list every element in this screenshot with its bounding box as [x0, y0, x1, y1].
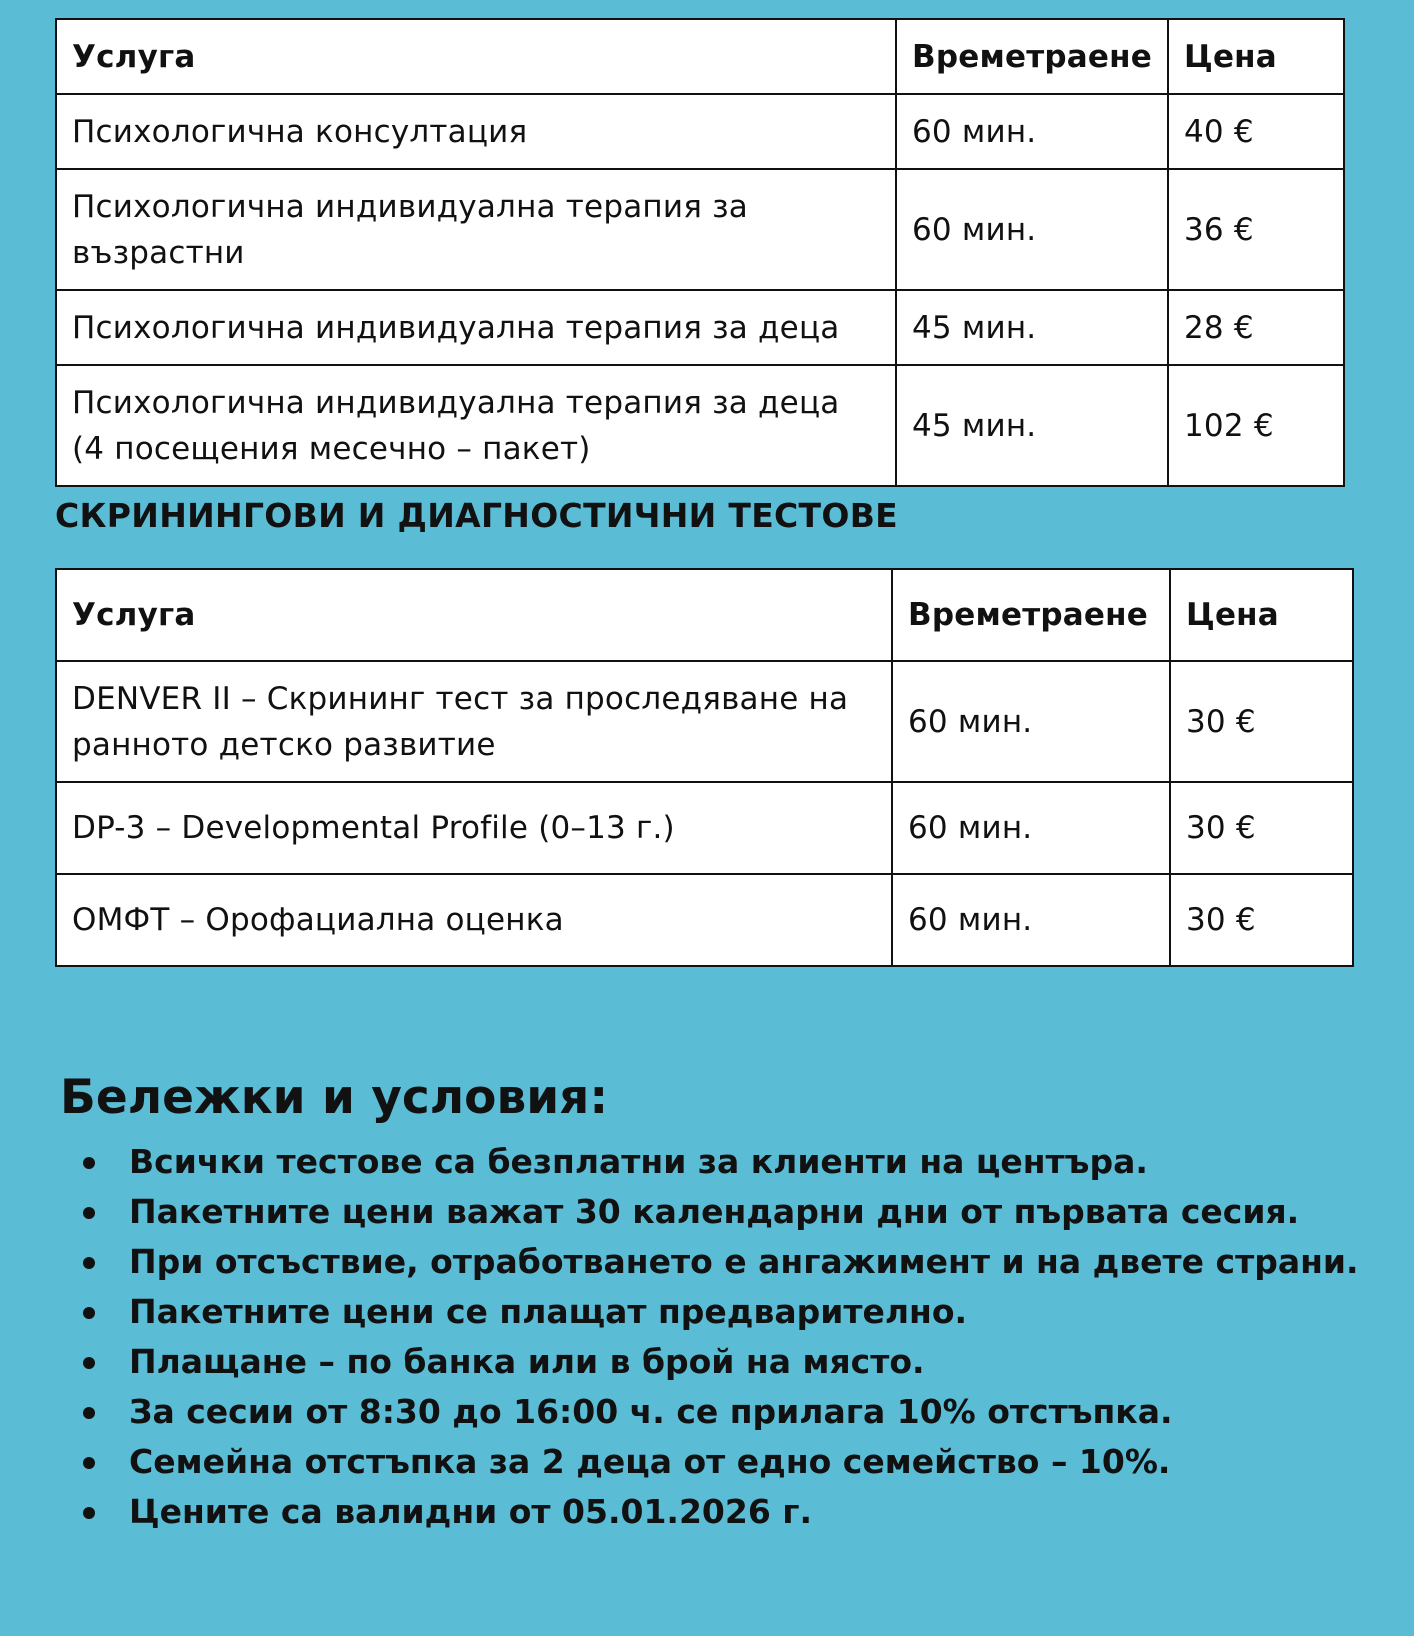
note-text: Пакетните цени се плащат предварително.	[129, 1292, 968, 1331]
price-cell: 30 €	[1170, 661, 1353, 782]
note-text: Пакетните цени важат 30 календарни дни от първата сесия.	[129, 1192, 1300, 1231]
note-text: За сесии от 8:30 до 16:00 ч. се прилага 10% отстъпка.	[129, 1392, 1173, 1431]
bullet-icon	[83, 1257, 95, 1269]
list-item	[60, 1187, 1390, 1237]
tests-price-table	[55, 568, 1354, 967]
table-row	[56, 782, 1353, 874]
bullet-icon	[83, 1457, 95, 1469]
note-text: Всички тестове са безплатни за клиенти на центъра.	[129, 1142, 1148, 1181]
service-cell: Психологична индивидуална терапия за деца (4 посещения месечно – пакет)	[56, 365, 896, 486]
list-item	[60, 1337, 1390, 1387]
service-cell: Психологична индивидуална терапия за възрастни	[56, 169, 896, 290]
service-cell: ОМФТ – Орофациална оценка	[56, 874, 892, 966]
table-header-row	[56, 19, 1344, 94]
bullet-icon	[83, 1307, 95, 1319]
bullet-icon	[83, 1407, 95, 1419]
list-item	[60, 1237, 1390, 1287]
tests-section-heading: СКРИНИНГОВИ И ДИАГНОСТИЧНИ ТЕСТОВЕ	[55, 496, 899, 535]
service-cell: Психологична индивидуална терапия за деца	[56, 290, 896, 365]
note-text: Семейна отстъпка за 2 деца от едно семейство – 10%.	[129, 1442, 1171, 1481]
table-row	[56, 661, 1353, 782]
list-item	[60, 1287, 1390, 1337]
bullet-icon	[83, 1357, 95, 1369]
list-item	[60, 1487, 1390, 1537]
duration-cell: 60 мин.	[892, 661, 1170, 782]
table-row	[56, 365, 1344, 486]
note-text: Цените са валидни от 05.01.2026 г.	[129, 1492, 813, 1531]
header-price: Цена	[1170, 569, 1353, 661]
bullet-icon	[83, 1157, 95, 1169]
note-text: Плащане – по банка или в брой на място.	[129, 1342, 925, 1381]
duration-cell: 60 мин.	[896, 169, 1168, 290]
notes-list	[60, 1137, 1390, 1537]
service-cell: DP-3 – Developmental Profile (0–13 г.)	[56, 782, 892, 874]
price-cell: 40 €	[1168, 94, 1344, 169]
header-price: Цена	[1168, 19, 1344, 94]
table-row	[56, 94, 1344, 169]
duration-cell: 60 мин.	[892, 782, 1170, 874]
price-cell: 36 €	[1168, 169, 1344, 290]
header-service: Услуга	[56, 19, 896, 94]
header-duration: Времетраене	[892, 569, 1170, 661]
duration-cell: 60 мин.	[892, 874, 1170, 966]
bullet-icon	[83, 1507, 95, 1519]
duration-cell: 45 мин.	[896, 365, 1168, 486]
price-cell: 28 €	[1168, 290, 1344, 365]
duration-cell: 60 мин.	[896, 94, 1168, 169]
service-cell: DENVER II – Скрининг тест за проследяване на ранното детско развитие	[56, 661, 892, 782]
table-row	[56, 874, 1353, 966]
table-row	[56, 169, 1344, 290]
therapy-price-table	[55, 18, 1345, 487]
table-header-row	[56, 569, 1353, 661]
duration-cell: 45 мин.	[896, 290, 1168, 365]
header-service: Услуга	[56, 569, 892, 661]
list-item	[60, 1387, 1390, 1437]
price-cell: 30 €	[1170, 782, 1353, 874]
note-text: При отсъствие, отработването е ангажимент и на двете страни.	[129, 1242, 1359, 1281]
list-item	[60, 1437, 1390, 1487]
notes-title: Бележки и условия:	[60, 1070, 609, 1125]
bullet-icon	[83, 1207, 95, 1219]
table-row	[56, 290, 1344, 365]
price-cell: 102 €	[1168, 365, 1344, 486]
service-cell: Психологична консултация	[56, 94, 896, 169]
price-cell: 30 €	[1170, 874, 1353, 966]
header-duration: Времетраене	[896, 19, 1168, 94]
notes-section	[60, 1065, 1390, 1537]
list-item	[60, 1137, 1390, 1187]
